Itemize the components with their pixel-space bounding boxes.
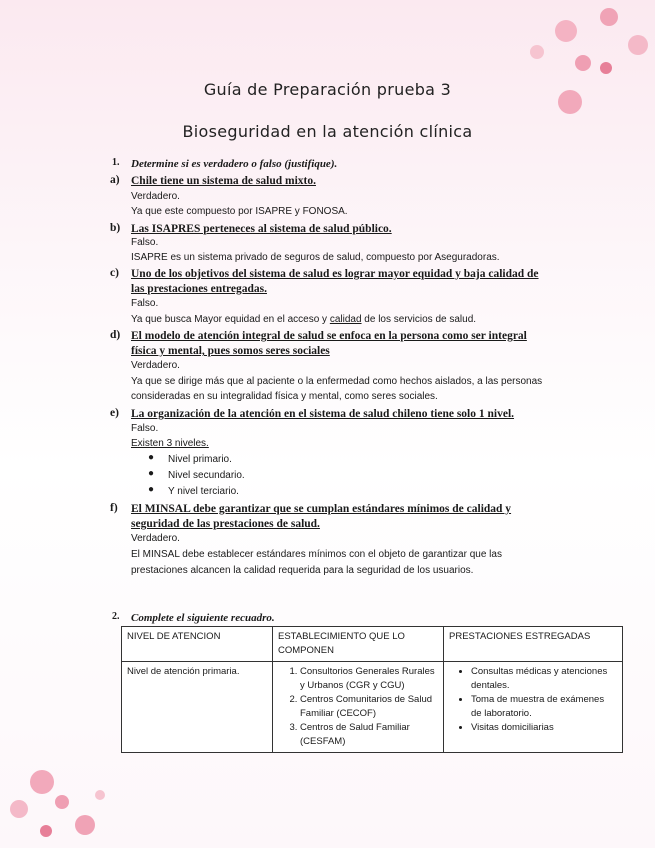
section-heading: Complete el siguiente recuadro. — [131, 612, 275, 624]
answer-text: Verdadero. — [131, 191, 180, 202]
answer-text: prestaciones alcancen la calidad requerida para la seguridad de los usuarios. — [131, 565, 474, 576]
question-text: física y mental, pues somos seres sociales — [131, 345, 330, 357]
section-heading: Determine si es verdadero o falso (justifique). — [131, 158, 338, 170]
table-row — [122, 662, 623, 753]
question-text: El MINSAL debe garantizar que se cumplan estándares mínimos de calidad y — [131, 503, 512, 515]
question-text: Uno de los objetivos del sistema de salud es lograr mayor equidad y baja calidad de — [131, 268, 539, 280]
question-text: Las ISAPRES perteneces al sistema de salud público. — [131, 223, 392, 235]
section-number: 1. — [112, 157, 120, 168]
bullet-item: Y nivel terciario. — [168, 486, 239, 497]
answer-text: Verdadero. — [131, 360, 180, 371]
answer-text: Ya que se dirige más que al paciente o la enfermedad como hechos aislados, a las personas — [131, 376, 543, 387]
answer-text: Ya que este compuesto por ISAPRE y FONOSA. — [131, 206, 348, 217]
question-text: Chile tiene un sistema de salud mixto. — [131, 175, 316, 187]
table-cell-services — [444, 662, 623, 753]
answer-text: Falso. — [131, 298, 159, 309]
bullet-icon: ● — [148, 484, 155, 495]
item-label: c) — [110, 267, 119, 279]
table-header-row — [122, 627, 623, 662]
table-header: PRESTACIONES ESTREGADAS — [444, 627, 623, 662]
health-levels-table — [121, 626, 623, 753]
list-item: 2. Centros Comunitarios de Salud Familiar (CECOF) — [300, 693, 438, 721]
answer-text: Ya que busca Mayor equidad en el acceso y calidad de los servicios de salud. — [131, 314, 477, 325]
bullet-icon: ● — [148, 452, 155, 463]
bullet-item: Nivel primario. — [168, 454, 232, 465]
item-label: f) — [110, 502, 118, 514]
list-item: 1. Consultorios Generales Rurales y Urbanos (CGR y CGU) — [300, 665, 438, 693]
question-text: seguridad de las prestaciones de salud. — [131, 518, 320, 530]
answer-text: Falso. — [131, 237, 159, 248]
item-label: e) — [110, 407, 119, 419]
list-item: 3. Centros de Salud Familiar (CESFAM) — [300, 721, 438, 749]
bullet-icon: ● — [148, 468, 155, 479]
answer-text: consideradas en su integralidad física y mental, como seres sociales. — [131, 391, 438, 402]
page-subtitle: Bioseguridad en la atención clínica — [182, 122, 473, 141]
list-item: • Consultas médicas y atenciones dentales. — [471, 665, 617, 693]
list-item: • Toma de muestra de exámenes de laboratorio. — [471, 693, 617, 721]
item-label: a) — [110, 174, 120, 186]
answer-text: El MINSAL debe establecer estándares mínimos con el objeto de garantizar que las — [131, 549, 502, 560]
table-header: ESTABLECIMIENTO QUE LO COMPONEN — [273, 627, 444, 662]
item-label: d) — [110, 329, 121, 341]
list-item: • Visitas domiciliarias — [471, 721, 617, 735]
page-title: Guía de Preparación prueba 3 — [203, 80, 452, 99]
bullet-item: Nivel secundario. — [168, 470, 245, 481]
item-label: b) — [110, 222, 121, 234]
question-text: El modelo de atención integral de salud se enfoca en la persona como ser integral — [131, 330, 527, 342]
question-text: La organización de la atención en el sistema de salud chileno tiene solo 1 nivel. — [131, 408, 515, 420]
table-cell-level: Nivel de atención primaria. — [122, 662, 273, 753]
question-text: las prestaciones entregadas. — [131, 283, 267, 295]
answer-text: ISAPRE es un sistema privado de seguros de salud, compuesto por Aseguradoras. — [131, 252, 500, 263]
answer-text: Verdadero. — [131, 533, 180, 544]
section-number: 2. — [112, 611, 120, 622]
answer-text: Falso. — [131, 423, 159, 434]
table-header: NIVEL DE ATENCION — [122, 627, 273, 662]
answer-text: Existen 3 niveles. — [131, 438, 209, 449]
table-cell-establishments — [273, 662, 444, 753]
